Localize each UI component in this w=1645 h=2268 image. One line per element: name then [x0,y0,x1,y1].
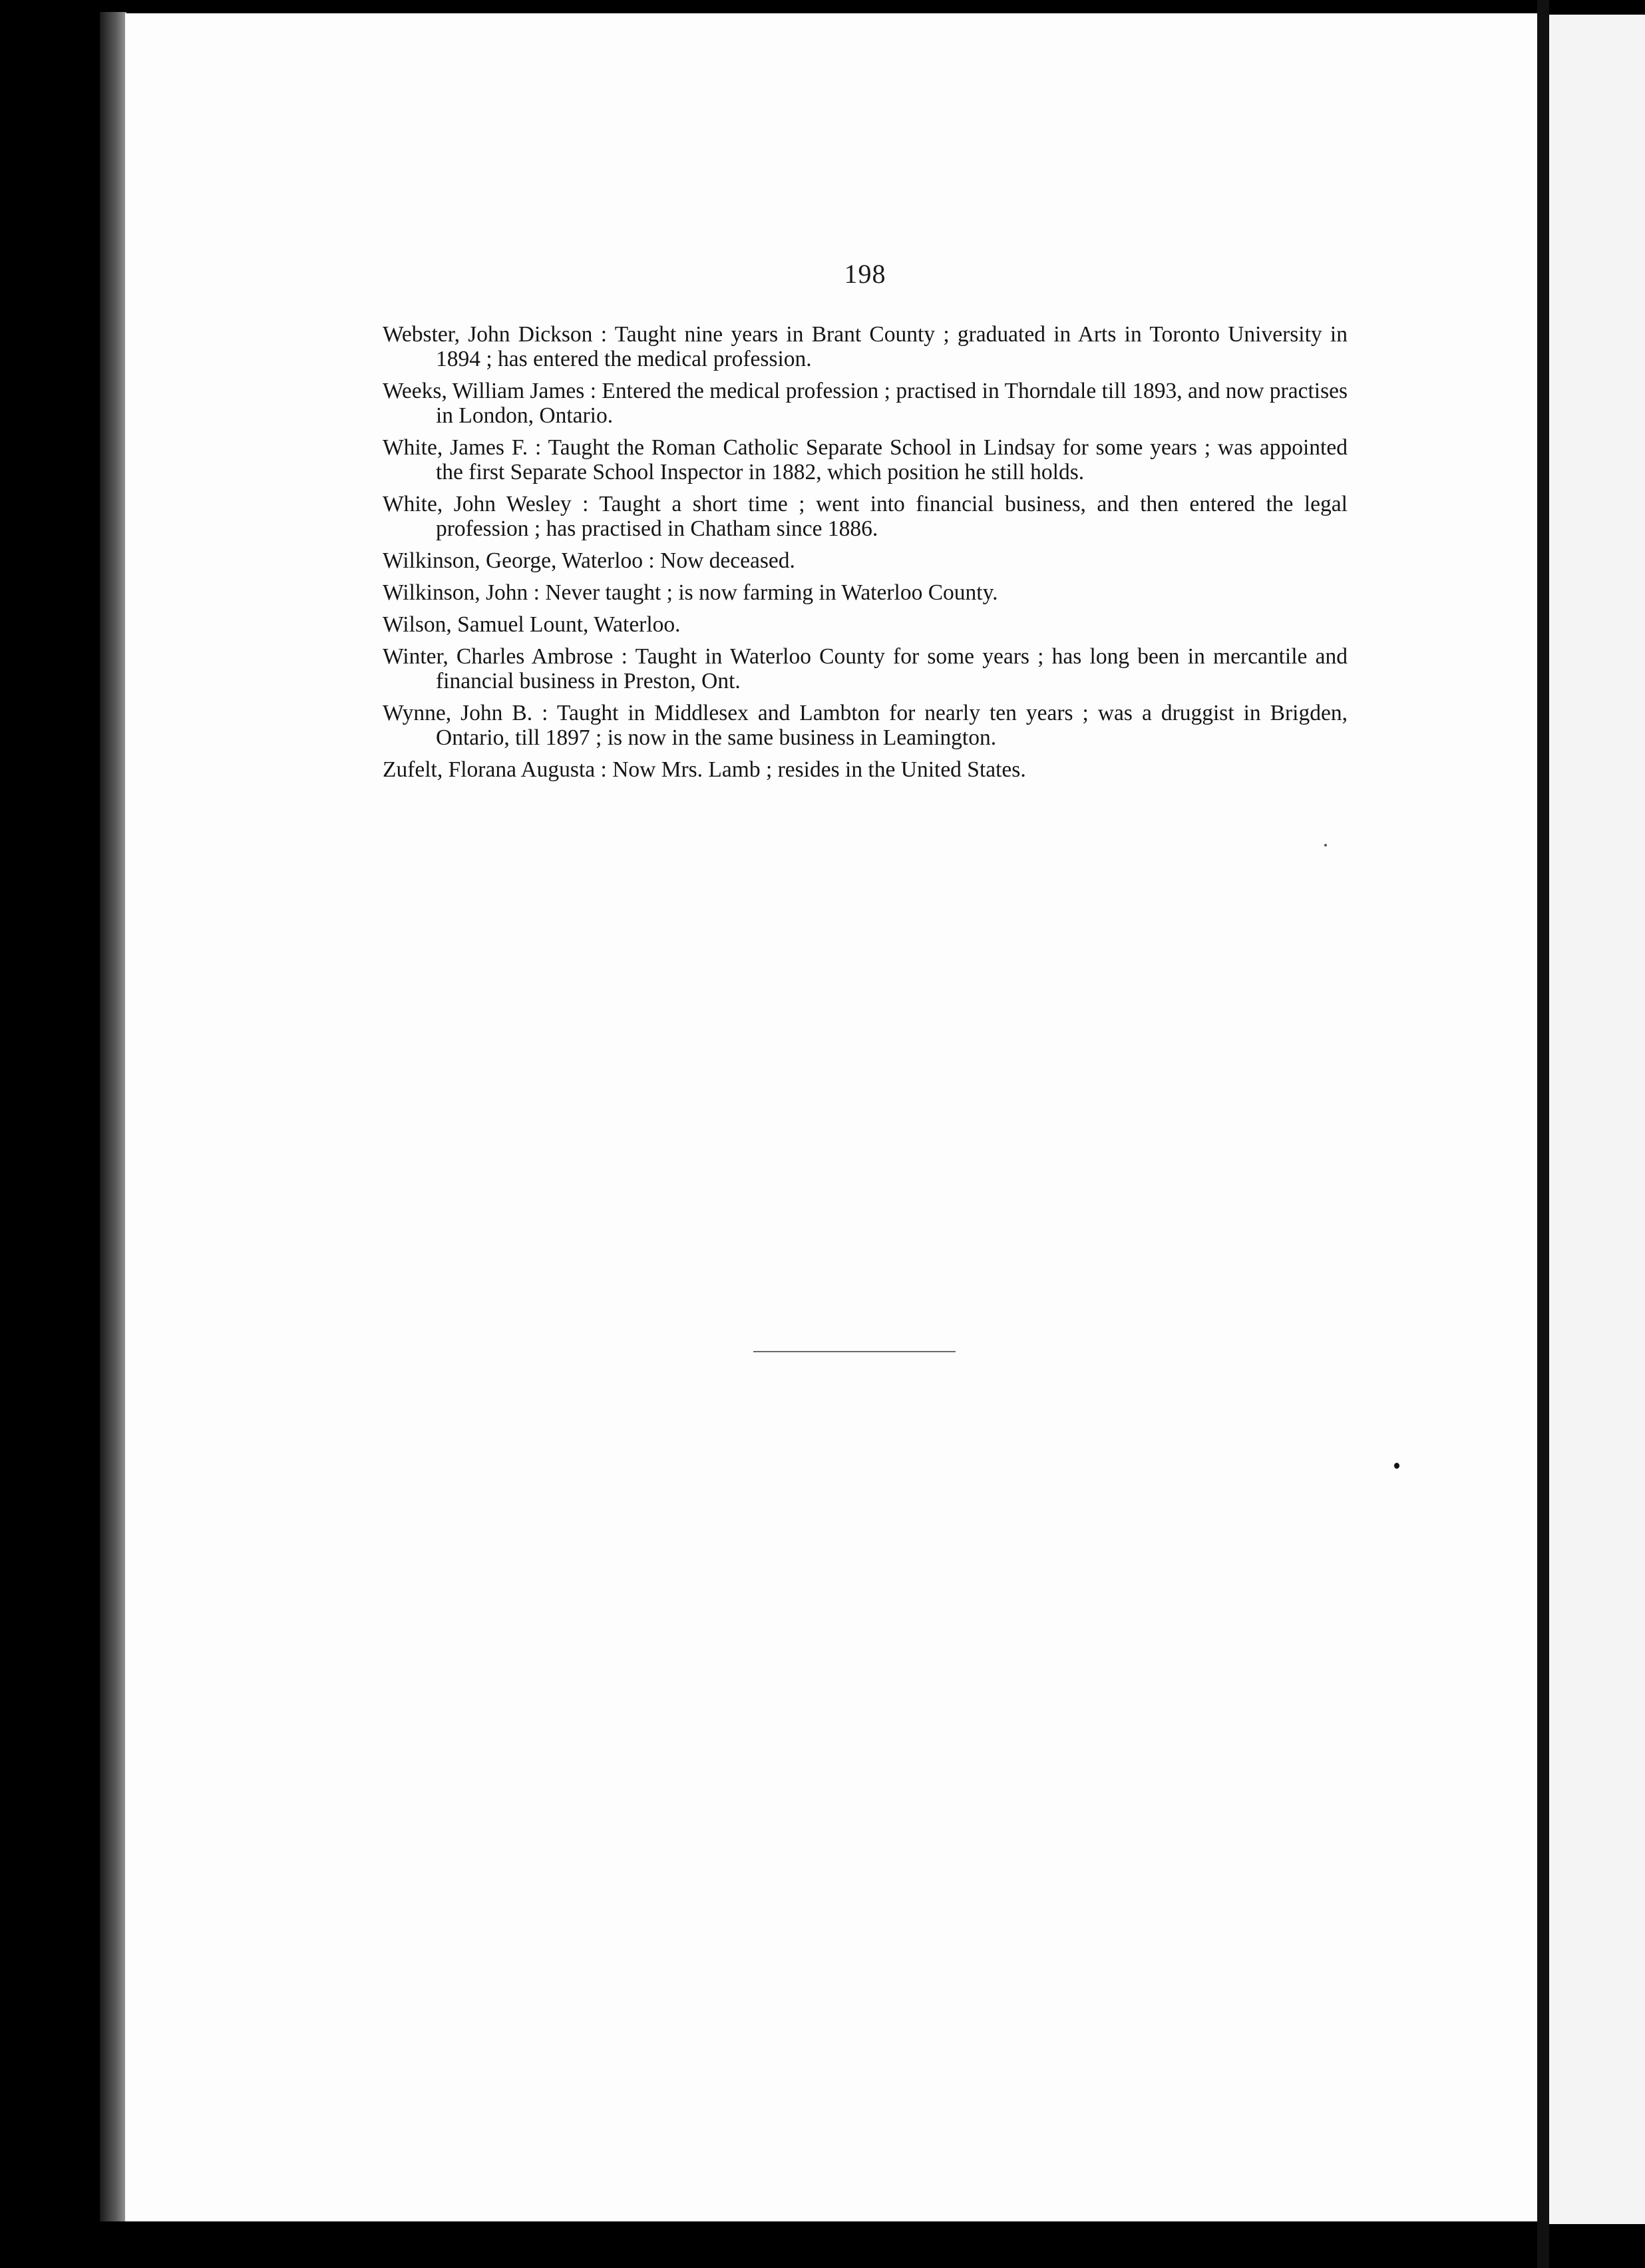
entry-name: Wynne, John B. : [383,701,548,725]
facing-page-edge [1549,15,1645,2224]
list-item [383,492,1348,541]
list-item [383,379,1348,428]
entry-text: Taught the Roman Catholic Separate School in Lindsay for some years ; was appointed the first Separate School Inspector in 1882, which position he still holds. [436,435,1348,484]
section-divider [753,1351,956,1352]
entry-text: Now Mrs. Lamb ; resides in the United States. [612,757,1026,782]
page-number: 198 [844,259,886,289]
list-item [383,757,1348,782]
entry-text: Taught nine years in Brant County ; graduated in Arts in Toronto University in 1894 ; has entered the medical profession. [436,322,1348,371]
entry-name: White, John Wesley : [383,492,589,516]
list-item [383,435,1348,484]
entry-name: Winter, Charles Ambrose : [383,644,628,669]
entry-name: Wilson, Samuel Lount, Waterloo. [383,612,681,637]
list-item [383,644,1348,693]
list-item [383,322,1348,371]
entry-list [383,322,1348,789]
book-gutter [1537,0,1549,2268]
entry-text: Now deceased. [660,548,795,573]
page-edge-shadow [100,12,126,2221]
scan-speck [1324,844,1327,847]
entry-text: Entered the medical profession ; practised in Thorndale till 1893, and now practises in London, Ontario. [436,379,1348,428]
entry-name: White, James F. : [383,435,542,460]
entry-name: Zufelt, Florana Augusta : [383,757,607,782]
list-item [383,612,1348,637]
entry-text: Taught a short time ; went into financial business, and then entered the legal profession ; has practised in Chatham since 1886. [436,492,1348,541]
entry-name: Wilkinson, John : [383,580,540,605]
entry-name: Wilkinson, George, Waterloo : [383,548,655,573]
entry-name: Webster, John Dickson : [383,322,608,347]
list-item [383,701,1348,750]
entry-text: Taught in Waterloo County for some years ; has long been in mercantile and financial business in Preston, Ont. [436,644,1348,693]
scan-speck [1394,1463,1399,1469]
entry-text: Taught in Middlesex and Lambton for nearly ten years ; was a druggist in Brigden, Ontario, till 1897 ; is now in the same business in Leamington. [436,701,1348,750]
entry-name: Weeks, William James : [383,379,597,403]
list-item [383,548,1348,573]
entry-text: Never taught ; is now farming in Waterloo County. [545,580,998,605]
list-item [383,580,1348,605]
